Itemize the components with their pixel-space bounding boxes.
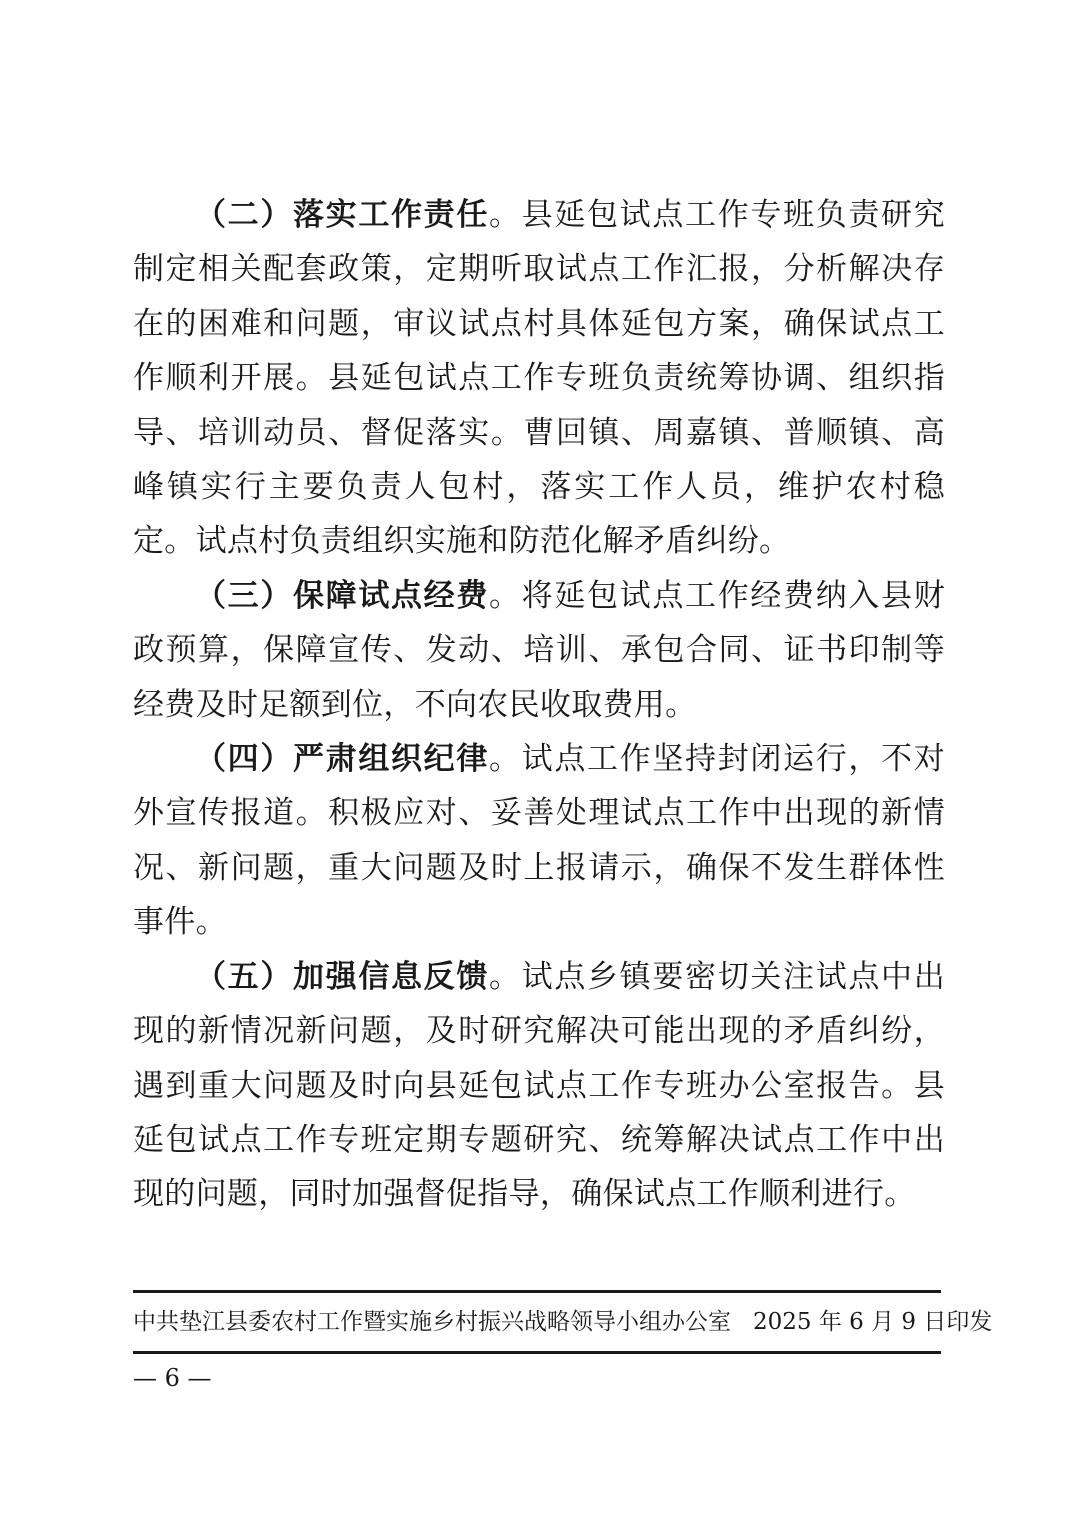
- paragraph-discipline: [133, 732, 945, 950]
- paragraph-heading: （四）严肃组织纪律: [195, 741, 490, 778]
- paragraph-feedback: [133, 950, 945, 1222]
- issuer-name: 中共垫江县委农村工作暨实施乡村振兴战略领导小组办公室: [133, 1309, 731, 1335]
- paragraph-responsibility: [133, 188, 945, 569]
- paragraph-text: 。试点乡镇要密切关注试点中出现的新情况新问题，及时研究解决可能出现的矛盾纠纷，遇到重大问题及时向县延包试点工作专班办公室报告。县延包试点工作专班定期专题研究、统筹解决试点工作中出现的问题，同时加强督促指导，确保试点工作顺利进行。: [133, 958, 945, 1213]
- paragraph-text: 。将延包试点工作经费纳入县财政预算，保障宣传、发动、培训、承包合同、证书印制等经费及时足额到位，不向农民收取费用。: [133, 577, 945, 723]
- footer-bottom-rule: [133, 1351, 941, 1354]
- paragraph-heading: （五）加强信息反馈: [195, 958, 490, 995]
- paragraph-heading: （二）落实工作责任: [195, 197, 490, 233]
- paragraph-funding: [133, 569, 945, 732]
- page-number: — 6 —: [133, 1364, 212, 1392]
- footer-top-rule: [133, 1290, 941, 1293]
- issuer-line: [133, 1304, 993, 1340]
- paragraph-text: 。试点工作坚持封闭运行，不对外宣传报道。积极应对、妥善处理试点工作中出现的新情况、新问题，重大问题及时上报请示，确保不发生群体性事件。: [133, 741, 945, 941]
- issue-date: 2025 年 6 月 9 日印发: [753, 1309, 993, 1335]
- paragraph-heading: （三）保障试点经费: [195, 577, 490, 614]
- document-body: [133, 188, 945, 1222]
- paragraph-text: 。县延包试点工作专班负责研究制定相关配套政策，定期听取试点工作汇报，分析解决存在的困难和问题，审议试点村具体延包方案，确保试点工作顺利开展。县延包试点工作专班负责统筹协调、组织指导、培训动员、督促落实。曹回镇、周嘉镇、普顺镇、高峰镇实行主要负责人包村，落实工作人员，维护农村稳定。试点村负责组织实施和防范化解矛盾纠纷。: [133, 197, 945, 560]
